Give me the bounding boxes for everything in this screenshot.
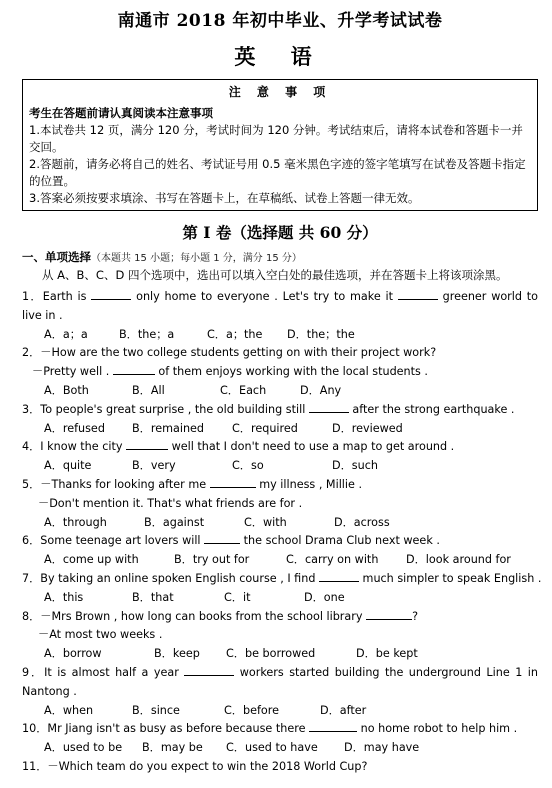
notice-heading: 注 意 事 项: [228, 85, 332, 99]
answer-blank: [366, 608, 412, 620]
notice-item-1: 1.本试卷共 12 页，满分 120 分，考试时间为 120 分钟。考试结束后，请将本试卷和答题卡一并交回。: [29, 123, 523, 154]
part-title: 第 I 卷（选择题 共 60 分）: [182, 223, 378, 242]
section-note: （本题共 15 小题；每小题 1 分，满分 15 分）: [91, 253, 302, 264]
notice-bold-line: 考生在答题前请认真阅读本注意事项: [29, 106, 213, 120]
options-8: A．borrow B．keep C．be borrowed D．be kept: [44, 647, 418, 661]
notice-box: [22, 79, 538, 211]
options-9: A．when B．since C．before D．after: [44, 703, 367, 717]
question-5-reply: －Don't mention it. That's what friends are for .: [38, 496, 303, 510]
section-title: 一、单项选择: [22, 250, 91, 264]
question-3: 3．To people's great surprise , the old building still after the strong earthquake .: [22, 402, 515, 416]
section-instruction: 从 A、B、C、D 四个选项中，选出可以填入空白处的最佳选项，并在答题卡上将该项涂黑。: [42, 268, 508, 282]
options-4: A．quite B．very C．so D．such: [44, 459, 378, 473]
options-7: A．this B．that C．it D．one: [44, 590, 345, 604]
answer-blank: [113, 363, 155, 375]
options-10: A．used to be B．may be C．used to have D．may have: [44, 741, 420, 755]
answer-blank: [91, 288, 131, 300]
answer-blank: [184, 664, 234, 676]
answer-blank: [126, 438, 168, 450]
notice-item-3: 3.答案必须按要求填涂、书写在答题卡上，在草稿纸、试卷上答题一律无效。: [29, 191, 420, 205]
answer-blank: [309, 720, 357, 732]
question-11: 11．－Which team do you expect to win the 2018 World Cup?: [22, 759, 368, 773]
question-4: 4．I know the city well that I don't need to use a map to get around .: [22, 440, 455, 454]
section-heading: [22, 249, 538, 267]
question-6: 6．Some teenage art lovers will the school Drama Club next week .: [22, 534, 440, 548]
notice-item-2: 2.答题前，请务必将自己的姓名、考试证号用 0.5 毫米黑色字迹的签字笔填写在试卷及答题卡指定的位置。: [29, 157, 526, 188]
answer-blank: [319, 570, 359, 582]
question-8: 8．－Mrs Brown , how long can books from the school library ?: [22, 609, 419, 623]
question-5: 5．－Thanks for looking after me my illness , Millie .: [22, 477, 363, 491]
question-1: 1．Earth is only home to everyone . Let's try to make it greener world to live in .: [22, 290, 539, 322]
answer-blank: [398, 288, 438, 300]
question-10: 10．Mr Jiang isn't as busy as before because there no home robot to help him .: [22, 722, 518, 736]
answer-blank: [309, 401, 349, 413]
question-2-reply: －Pretty well . of them enjoys working with the local students .: [32, 365, 428, 379]
answer-blank: [204, 532, 240, 544]
question-2: 2．－How are the two college students getting on with their project work?: [22, 346, 437, 360]
subject-title: 英 语: [234, 44, 326, 69]
question-8-reply: －At most two weeks .: [38, 628, 163, 642]
question-9: 9．It is almost half a year workers started building the underground Line 1 in Nantong .: [22, 665, 538, 698]
options-5: A．through B．against C．with D．across: [44, 515, 390, 529]
options-6: A．come up with B．try out for C．carry on with D．look around for: [44, 553, 511, 567]
options-3: A．refused B．remained C．required D．reviewed: [44, 421, 403, 435]
options-2: A．Both B．All C．Each D．Any: [44, 383, 342, 397]
answer-blank: [210, 476, 256, 488]
options-1: A．a；a B．the；a C．a；the D．the；the: [44, 327, 355, 341]
exam-title: 南通市 2018 年初中毕业、升学考试试卷: [117, 11, 443, 31]
question-7: 7．By taking an online spoken English course , I find much simpler to speak English .: [22, 571, 542, 585]
